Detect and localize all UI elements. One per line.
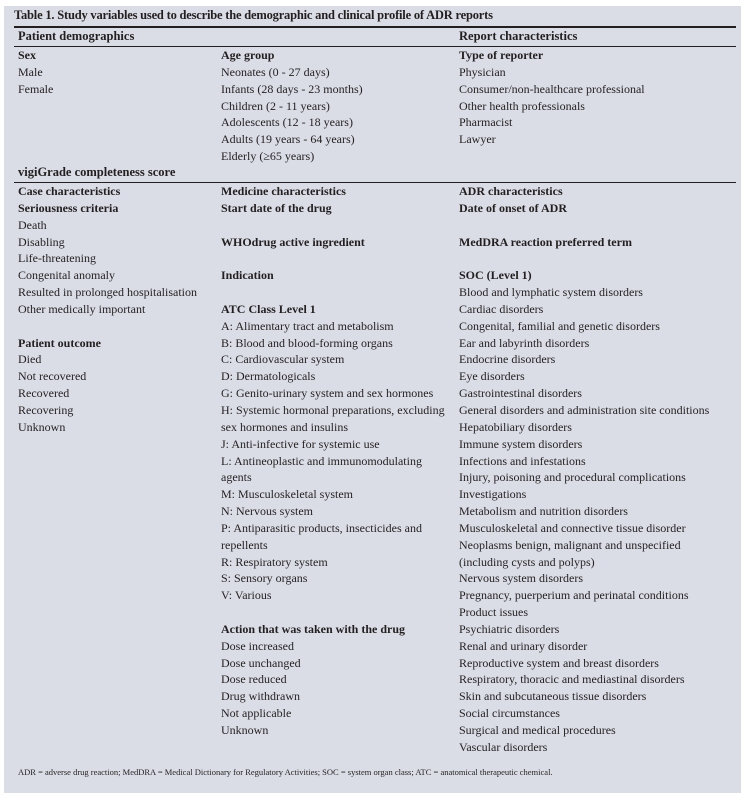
variable-item: Immune system disorders	[459, 436, 583, 451]
blank-line	[459, 217, 709, 234]
variable-item: Reproductive system and breast disorders	[459, 655, 659, 670]
variable-item: Investigations	[459, 487, 527, 502]
variable-item: Endocrine disorders	[459, 352, 556, 367]
variable-item: Ear and labyrinth disorders	[459, 335, 590, 350]
variable-item: Infants (28 days - 23 months)	[221, 81, 363, 96]
variable-item: Nervous system disorders	[459, 571, 583, 586]
variable-item: N: Nervous system	[221, 504, 313, 519]
variable-heading: ATC Class Level 1	[221, 301, 316, 316]
variable-item: Dose unchanged	[221, 655, 301, 670]
variable-item: J: Anti-infective for systemic use	[221, 436, 380, 451]
variable-heading: Start date of the drug	[221, 200, 332, 215]
variable-item: R: Respiratory system	[221, 554, 328, 569]
variable-item: D: Dermatologicals	[221, 369, 316, 384]
variable-heading: WHOdrug active ingredient	[221, 234, 365, 249]
variable-item: S: Sensory organs	[221, 571, 308, 586]
variable-item: Consumer/non-healthcare professional	[459, 81, 645, 96]
variable-heading: ADR characteristics	[459, 184, 563, 198]
variable-item: M: Musculoskeletal system	[221, 487, 353, 502]
variable-item: C: Cardiovascular system	[221, 352, 345, 367]
top-col-2	[221, 47, 363, 165]
variable-item: Not applicable	[221, 706, 292, 721]
variable-item: Dose increased	[221, 638, 294, 653]
variable-item: Female	[18, 81, 54, 96]
variable-item: A: Alimentary tract and metabolism	[221, 318, 394, 333]
section-patient-demographics: Patient demographics	[18, 29, 135, 43]
variable-item: Product issues	[459, 605, 528, 620]
variable-heading: Patient outcome	[18, 335, 101, 350]
variable-item: Unknown	[18, 419, 66, 434]
variable-item: Vascular disorders	[459, 739, 548, 754]
variable-item: G: Genito-urinary system and sex hormones	[221, 386, 434, 401]
variable-item: (including cysts and polyps)	[459, 554, 595, 569]
table-title: Table 1. Study variables used to describe the demographic and clinical profile of ADR reports	[14, 8, 493, 22]
blank-line	[221, 217, 445, 234]
variable-item: Blood and lymphatic system disorders	[459, 285, 643, 300]
variable-item: Adolescents (12 - 18 years)	[221, 115, 353, 130]
variable-heading: Seriousness criteria	[18, 200, 119, 215]
variable-item: Elderly (≥65 years)	[221, 149, 315, 164]
blank-line	[221, 250, 445, 267]
variable-item: B: Blood and blood-forming organs	[221, 335, 393, 350]
variable-heading: Date of onset of ADR	[459, 200, 567, 215]
variable-item: Pharmacist	[459, 115, 513, 130]
variable-item: Death	[18, 217, 47, 232]
blank-line	[221, 604, 445, 621]
variable-heading: Type of reporter	[459, 48, 544, 62]
variable-item: General disorders and administration site conditions	[459, 402, 710, 417]
variable-item: Metabolism and nutrition disorders	[459, 504, 628, 519]
variable-item: Disabling	[18, 234, 65, 249]
variable-item: Life-threatening	[18, 251, 96, 266]
variable-item: Renal and urinary disorder	[459, 638, 588, 653]
variable-heading: Indication	[221, 268, 274, 283]
variable-item: Eye disorders	[459, 369, 525, 384]
variable-item: Skin and subcutaneous tissue disorders	[459, 689, 647, 704]
variable-heading: Action that was taken with the drug	[221, 621, 406, 636]
blank-line	[221, 284, 445, 301]
variable-item: Children (2 - 11 years)	[221, 98, 330, 113]
variable-item: Congenital anomaly	[18, 268, 115, 283]
variable-item: Recovering	[18, 402, 74, 417]
variable-item: Unknown	[221, 723, 269, 737]
variable-item: P: Antiparasitic products, insecticides and	[221, 520, 422, 535]
variable-item: V: Various	[221, 588, 272, 603]
variable-item: Physician	[459, 64, 506, 79]
variable-item: Social circumstances	[459, 706, 560, 721]
variable-item: Infections and infestations	[459, 453, 586, 468]
variable-item: H: Systemic hormonal preparations, excluding	[221, 402, 445, 417]
bottom-col-3	[459, 183, 709, 756]
variable-item: L: Antineoplastic and immunomodulating	[221, 453, 422, 468]
variable-heading: Age group	[221, 48, 275, 62]
variable-item: Male	[18, 64, 43, 79]
variable-item: Psychiatric disorders	[459, 621, 560, 636]
variable-heading: MedDRA reaction preferred term	[459, 234, 632, 249]
bottom-col-2	[221, 183, 445, 739]
variable-item: Resulted in prolonged hospitalisation	[18, 285, 197, 300]
top-col-1	[18, 47, 53, 98]
variable-item: Lawyer	[459, 132, 496, 147]
variable-item: Recovered	[18, 386, 70, 401]
variable-item: Hepatobiliary disorders	[459, 419, 572, 434]
variable-item: Neonates (0 - 27 days)	[221, 64, 330, 79]
variable-heading: Sex	[18, 48, 36, 62]
blank-line	[459, 250, 709, 267]
title-rule	[14, 26, 736, 28]
bottom-col-1	[18, 183, 197, 436]
variable-item: Not recovered	[18, 369, 87, 384]
variable-item: Injury, poisoning and procedural complications	[459, 470, 686, 485]
variable-item: Surgical and medical procedures	[459, 723, 616, 737]
variable-item: Respiratory, thoracic and mediastinal disorders	[459, 672, 685, 687]
variable-item: Adults (19 years - 64 years)	[221, 132, 355, 147]
variable-item: Neoplasms benign, malignant and unspecified	[459, 537, 681, 552]
variable-item: Other medically important	[18, 301, 146, 316]
variable-item: Gastrointestinal disorders	[459, 386, 582, 401]
section-report-characteristics: Report characteristics	[459, 29, 578, 43]
blank-line	[18, 318, 197, 335]
variable-item: Congenital, familial and genetic disorders	[459, 318, 660, 333]
variable-item: Died	[18, 352, 42, 367]
variable-item: Other health professionals	[459, 98, 585, 113]
variable-item: Drug withdrawn	[221, 689, 300, 704]
variable-item: Musculoskeletal and connective tissue disorder	[459, 520, 686, 535]
variable-item: agents	[221, 470, 252, 485]
footnote: ADR = adverse drug reaction; MedDRA = Medical Dictionary for Regulatory Activities; SOC = system organ class; ATC = anatomical therapeutic chemical.	[18, 767, 553, 777]
variable-heading: Medicine characteristics	[221, 184, 346, 198]
variable-item: Dose reduced	[221, 672, 287, 687]
variable-heading: SOC (Level 1)	[459, 268, 532, 283]
variable-item: sex hormones and insulins	[221, 419, 348, 434]
variable-item: Cardiac disorders	[459, 301, 544, 316]
variable-item: Pregnancy, puerperium and perinatal conditions	[459, 588, 689, 603]
variable-item: repellents	[221, 537, 268, 552]
top-col-3	[459, 47, 645, 148]
variable-heading: Case characteristics	[18, 184, 121, 198]
section-vigigrade: vigiGrade completeness score	[18, 165, 176, 179]
